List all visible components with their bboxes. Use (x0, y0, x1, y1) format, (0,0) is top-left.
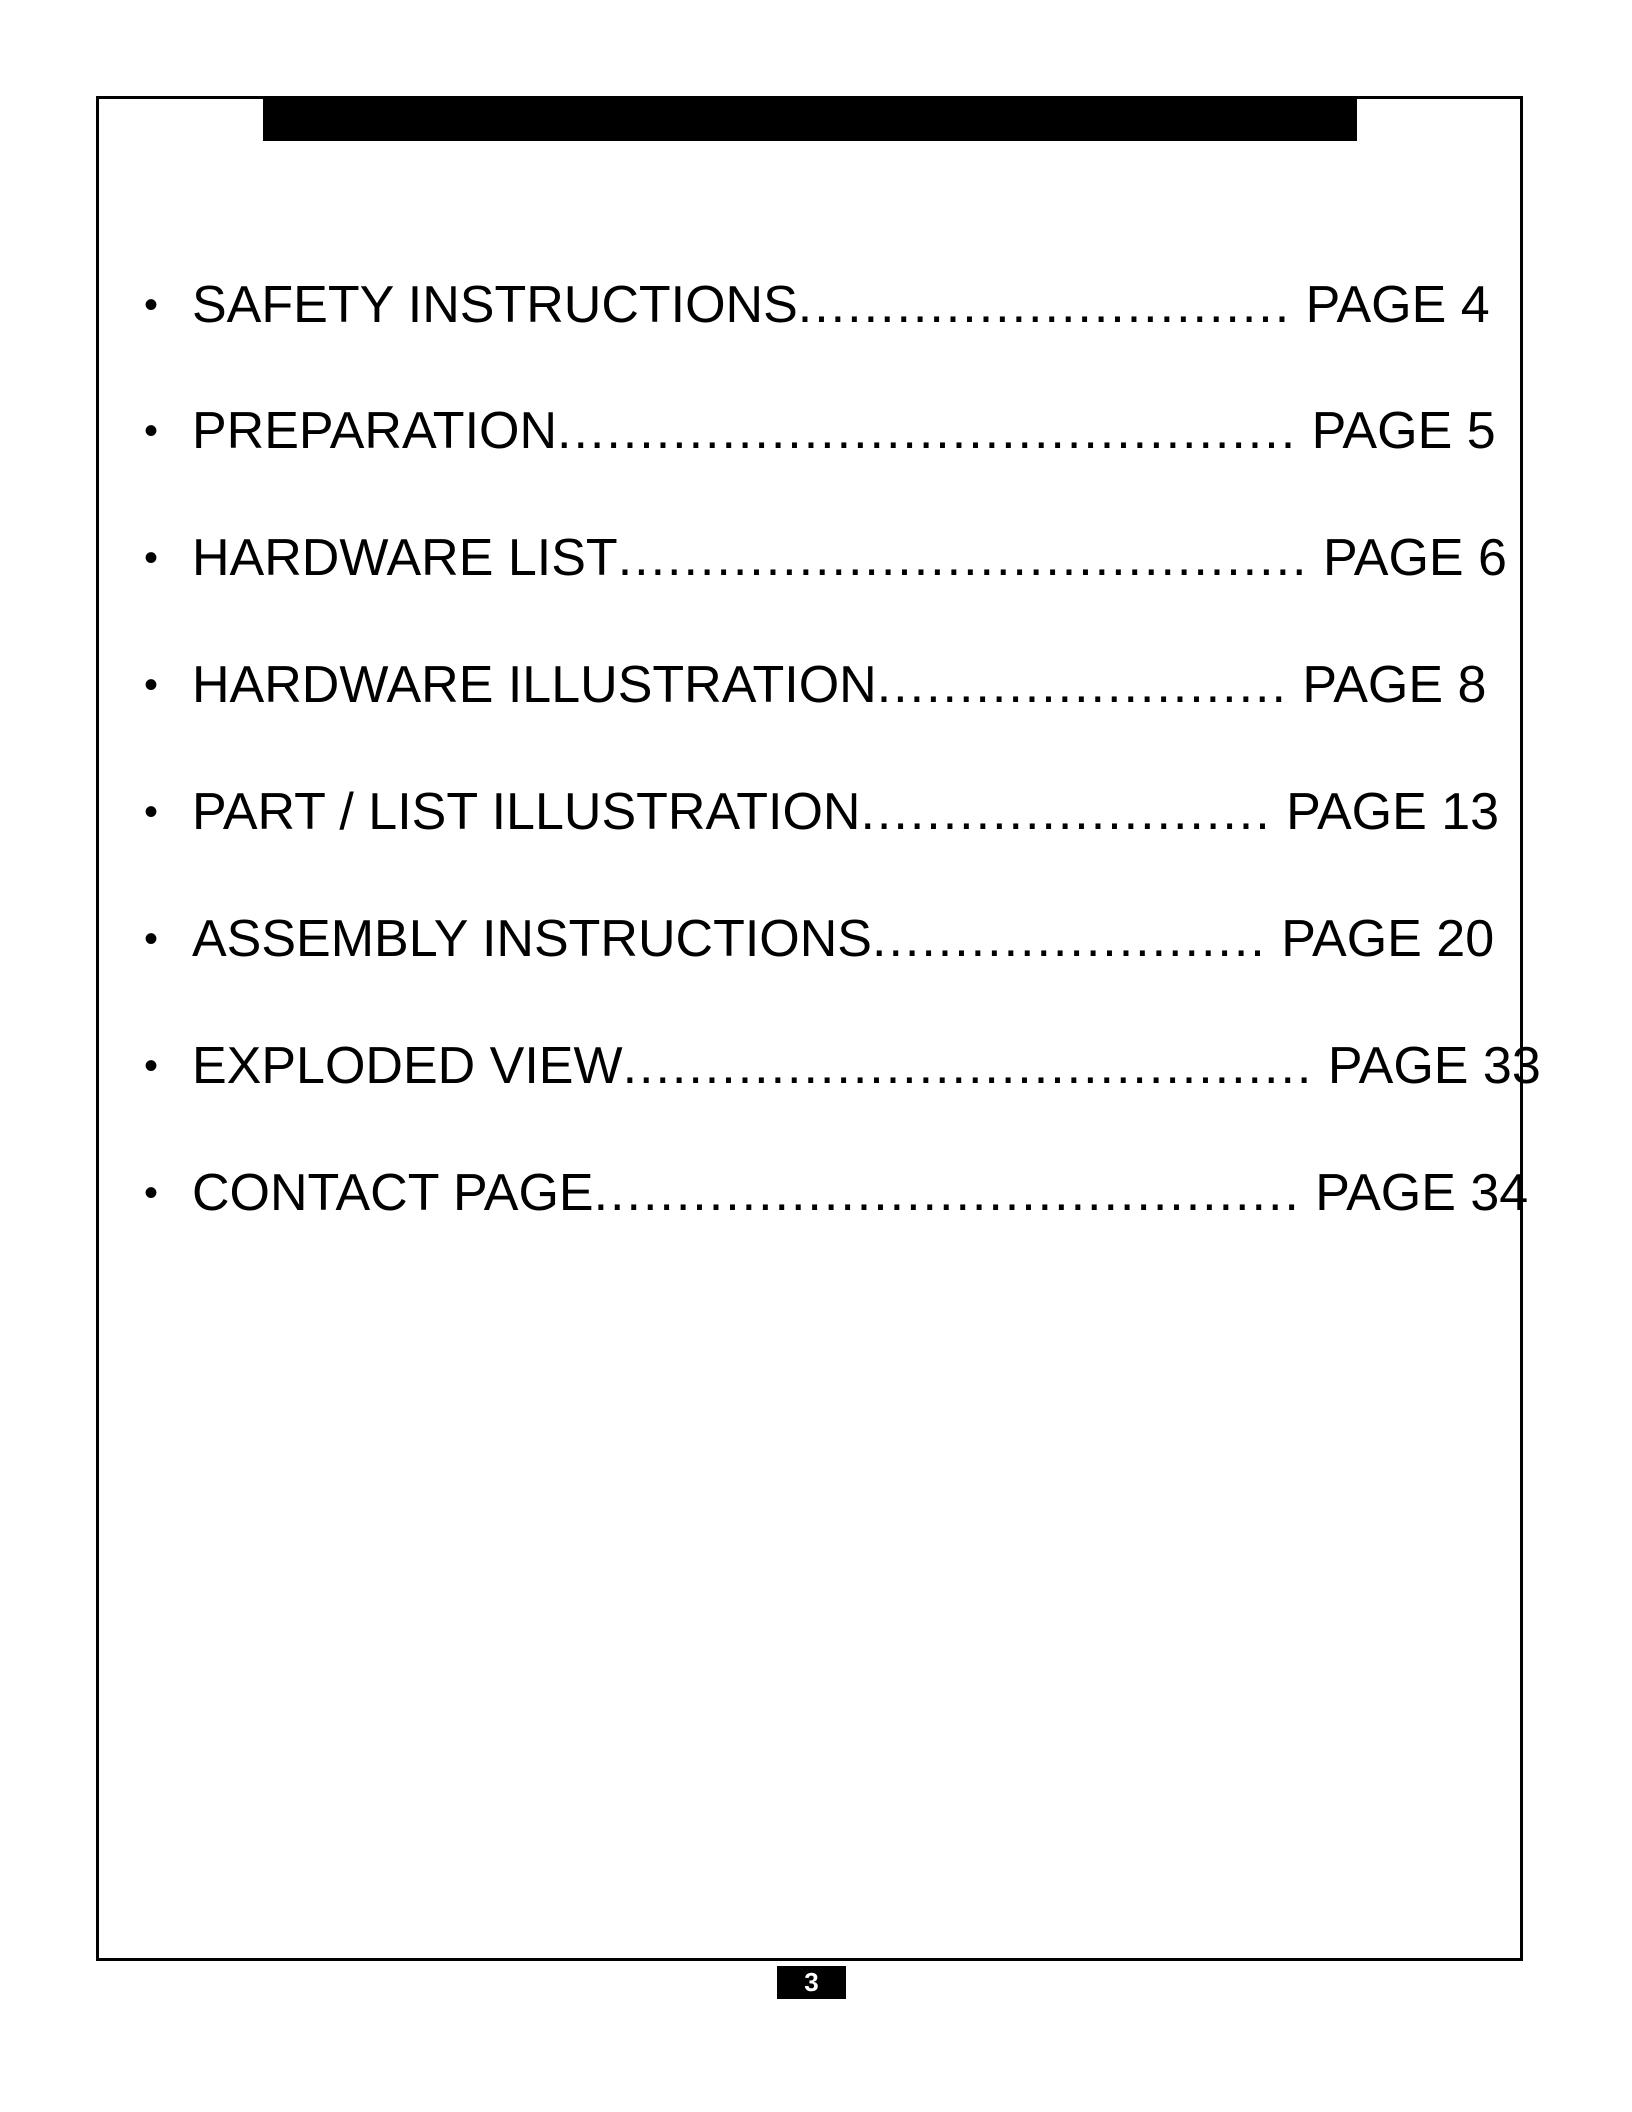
toc-leader-dots: ......................... (860, 783, 1272, 841)
toc-item-exploded-view[interactable] (0, 1031, 1632, 1101)
bullet-icon: • (144, 917, 159, 961)
toc-entry (192, 396, 1496, 466)
toc-item-hardware-illustration[interactable] (0, 650, 1632, 720)
bullet-icon: • (144, 409, 159, 453)
toc-entry (192, 777, 1499, 847)
toc-title: HARDWARE ILLUSTRATION (192, 656, 877, 714)
toc-page: PAGE 6 (1322, 529, 1507, 587)
toc-title: EXPLODED VIEW (192, 1037, 623, 1095)
toc-item-contact-page[interactable] (0, 1158, 1632, 1228)
bullet-icon: • (144, 1171, 159, 1215)
toc-entry (192, 270, 1490, 340)
toc-leader-dots: ............................................. (557, 402, 1298, 460)
toc-item-assembly-instructions[interactable] (0, 904, 1632, 974)
toc-entry (192, 904, 1494, 974)
toc-leader-dots: ........................................... (593, 1164, 1301, 1222)
toc-title: CONTACT PAGE (192, 1164, 594, 1222)
toc-leader-dots: ........................ (872, 910, 1267, 968)
bullet-icon: • (144, 1044, 159, 1088)
bullet-icon: • (144, 790, 159, 834)
toc-item-part-list-illustration[interactable] (0, 777, 1632, 847)
toc-title: HARDWARE LIST (192, 529, 618, 587)
toc-leader-dots: .......................................... (617, 529, 1309, 587)
bullet-icon: • (144, 536, 159, 580)
toc-title: SAFETY INSTRUCTIONS (192, 276, 798, 334)
toc-title: PART / LIST ILLUSTRATION (192, 783, 861, 841)
toc-item-safety-instructions[interactable] (0, 270, 1632, 340)
toc-page: PAGE 13 (1286, 783, 1500, 841)
toc-item-preparation[interactable] (0, 396, 1632, 466)
toc-page: PAGE 4 (1305, 276, 1490, 334)
toc-entry (192, 1031, 1541, 1101)
toc-page: PAGE 33 (1327, 1037, 1541, 1095)
toc-entry (192, 523, 1507, 593)
bullet-icon: • (144, 663, 159, 707)
toc-page: PAGE 34 (1315, 1164, 1529, 1222)
toc-page: PAGE 20 (1281, 910, 1495, 968)
toc-leader-dots: ......................... (876, 656, 1288, 714)
toc-page: PAGE 5 (1311, 402, 1496, 460)
toc-title: PREPARATION (192, 402, 558, 460)
toc-leader-dots: .............................. (797, 276, 1292, 334)
toc-leader-dots: .......................................... (622, 1037, 1314, 1095)
toc-title: ASSEMBLY INSTRUCTIONS (192, 910, 872, 968)
bullet-icon: • (144, 283, 159, 327)
toc-entry (192, 650, 1486, 720)
toc-page: PAGE 8 (1302, 656, 1487, 714)
page-number: 3 (777, 1966, 846, 1999)
toc-entry (192, 1158, 1528, 1228)
toc-item-hardware-list[interactable] (0, 523, 1632, 593)
